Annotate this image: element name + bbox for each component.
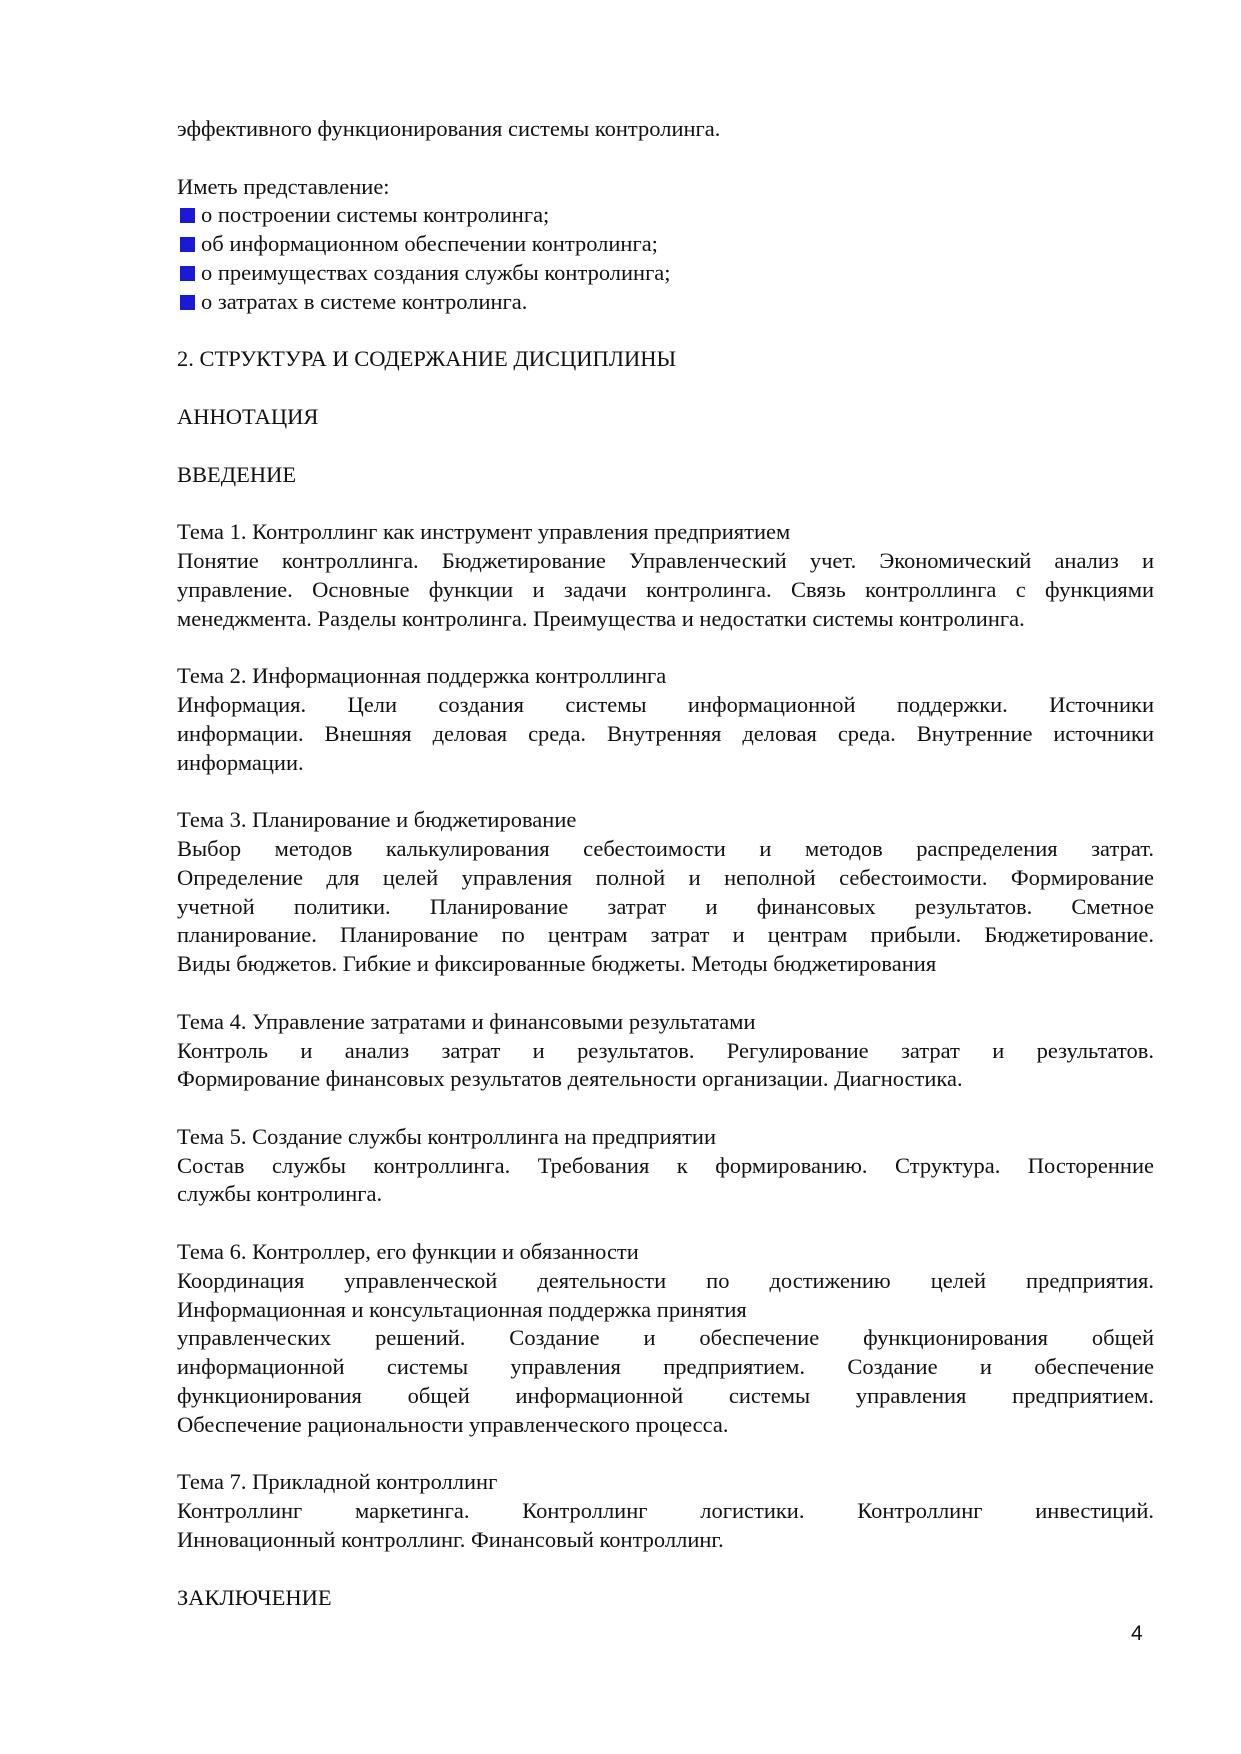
conclusion-heading: ЗАКЛЮЧЕНИЕ [177,1584,332,1610]
topic-text-line: Информационная и консультационная поддержка принятия [177,1296,747,1322]
topic-text-line: Контроллинг маркетинга. Контроллинг логистики. Контроллинг инвестиций. [177,1498,1154,1524]
list-item: о преимуществах создания службы контролинга; [177,259,1154,288]
topic-title: Тема 2. Информационная поддержка контроллинга [177,663,667,689]
document-page [177,115,1154,1612]
square-bullet-icon [180,266,195,281]
topic-text-line: Виды бюджетов. Гибкие и фиксированные бюджеты. Методы бюджетирования [177,951,937,977]
topic-title: Тема 1. Контроллинг как инструмент управления предприятием [177,519,791,545]
annotation-heading: АННОТАЦИЯ [177,403,319,429]
topic-text-line: Определение для целей управления полной и неполной себестоимости. Формирование [177,864,1154,890]
topic-text-line: Формирование финансовых результатов деятельности организации. Диагностика. [177,1066,963,1092]
topic-title: Тема 5. Создание службы контроллинга на предприятии [177,1123,716,1149]
topic-text-line: учетной политики. Планирование затрат и финансовых результатов. Сметное [177,893,1154,919]
square-bullet-icon [180,295,195,310]
topic-title: Тема 6. Контроллер, его функции и обязанности [177,1239,639,1265]
topic-7 [177,1468,1154,1554]
represent-list [177,201,1154,316]
topic-text-line: службы контролинга. [177,1181,383,1207]
represent-heading: Иметь представление: [177,173,390,199]
topic-text-line: информации. [177,749,304,775]
list-item: о затратах в системе контролинга. [177,288,1154,317]
topic-text-line: Информация. Цели создания системы информационной поддержки. Источники [177,691,1154,717]
list-item: об информационном обеспечении контролинга; [177,230,1154,259]
topic-title: Тема 3. Планирование и бюджетирование [177,807,577,833]
topic-text-line: Выбор методов калькулирования себестоимости и методов распределения затрат. [177,835,1154,861]
topic-text-line: Обеспечение рациональности управленческого процесса. [177,1411,729,1437]
topic-5 [177,1123,1154,1209]
topic-text-line: Понятие контроллинга. Бюджетирование Управленческий учет. Экономический анализ и [177,547,1154,573]
list-item: о построении системы контролинга; [177,201,1154,230]
intro-line: эффективного функционирования системы контролинга. [177,116,721,141]
topic-title: Тема 4. Управление затратами и финансовыми результатами [177,1008,756,1034]
square-bullet-icon [180,237,195,252]
topic-text-line: информационной системы управления предприятием. Создание и обеспечение [177,1354,1154,1380]
topic-text-line: управление. Основные функции и задачи контролинга. Связь контроллинга с функциями [177,576,1154,602]
square-bullet-icon [180,208,195,223]
topic-text-line: информации. Внешняя деловая среда. Внутренняя деловая среда. Внутренние источники [177,720,1154,746]
topic-4 [177,1008,1154,1094]
topic-text-line: управленческих решений. Создание и обеспечение функционирования общей [177,1325,1154,1351]
topic-title: Тема 7. Прикладной контроллинг [177,1469,498,1495]
topic-6 [177,1238,1154,1440]
introduction-heading: ВВЕДЕНИЕ [177,461,297,487]
page-number: 4 [1131,1622,1143,1645]
topic-text-line: функционирования общей информационной системы управления предприятием. [177,1383,1154,1409]
topic-1 [177,518,1154,633]
section-title: 2. СТРУКТУРА И СОДЕРЖАНИЕ ДИСЦИПЛИНЫ [177,346,677,372]
topic-text-line: Координация управленческой деятельности по достижению целей предприятия. [177,1267,1154,1293]
topic-text-line: Контроль и анализ затрат и результатов. Регулирование затрат и результатов. [177,1037,1154,1063]
topic-text-line: Инновационный контроллинг. Финансовый контроллинг. [177,1527,724,1553]
topic-3 [177,806,1154,979]
topic-text-line: планирование. Планирование по центрам затрат и центрам прибыли. Бюджетирование. [177,922,1154,948]
topic-text-line: Состав службы контроллинга. Требования к формированию. Структура. Посторенние [177,1152,1154,1178]
topic-text-line: менеджмента. Разделы контролинга. Преимущества и недостатки системы контролинга. [177,605,1025,631]
topic-2 [177,662,1154,777]
